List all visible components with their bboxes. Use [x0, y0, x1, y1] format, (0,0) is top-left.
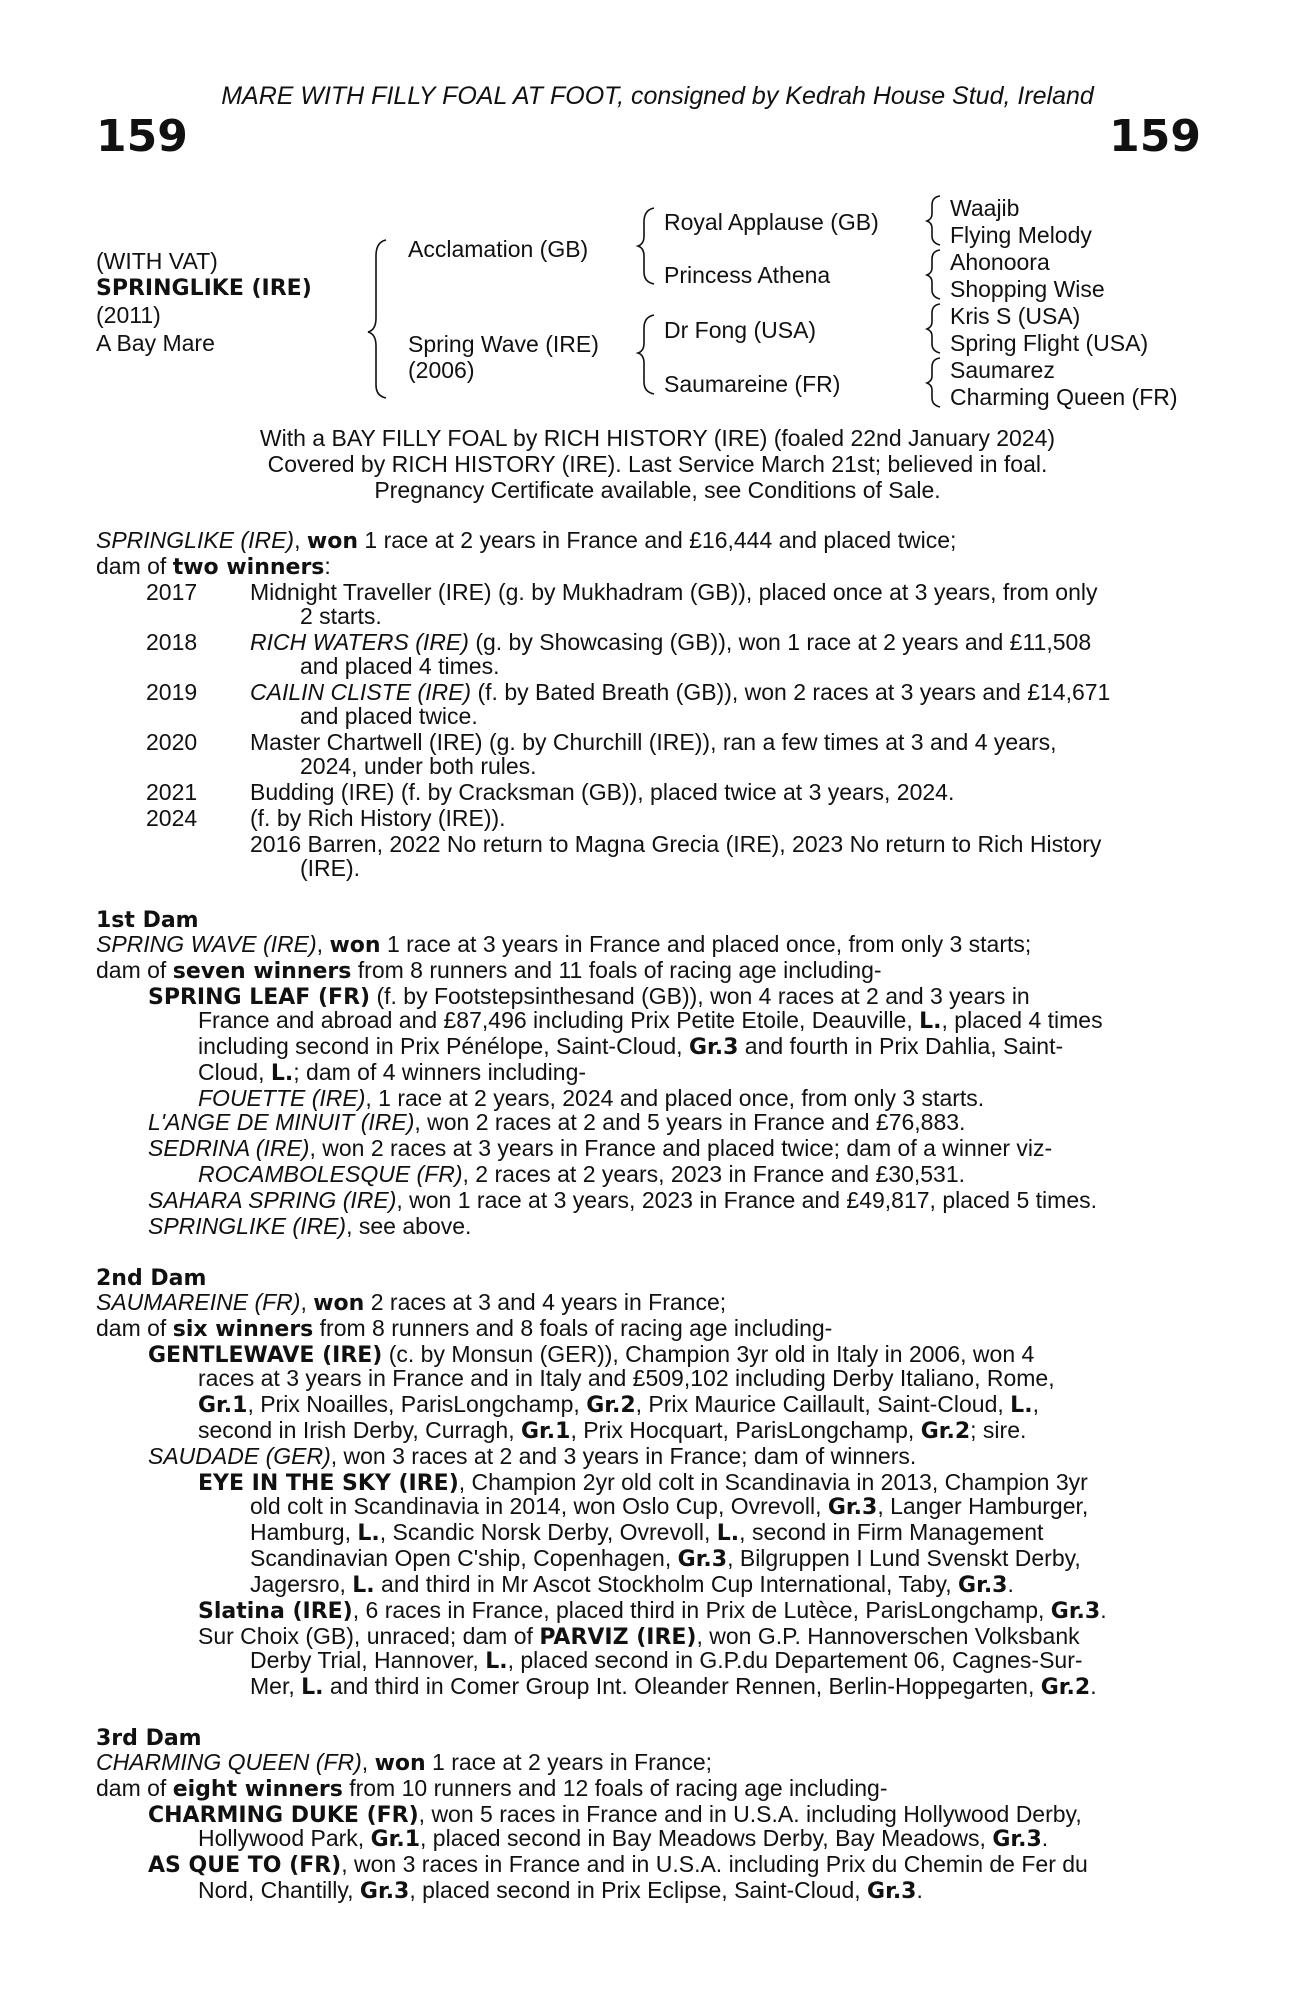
section-title: 1st Dam	[96, 908, 199, 933]
produce-entry-cont: races at 3 years in France and in Italy and £509,102 including Derby Italiano, Rome,	[198, 1365, 1055, 1391]
lot-number-left: 159	[96, 111, 188, 162]
dam-dam: Saumareine (FR)	[664, 371, 841, 397]
dam: Spring Wave (IRE)	[408, 331, 599, 357]
gen4-5: Kris S (USA)	[950, 303, 1081, 329]
gen4-8: Charming Queen (FR)	[950, 384, 1178, 410]
foal-note-2: Covered by RICH HISTORY (IRE). Last Service March 21st; believed in foal.	[267, 451, 1048, 477]
dam-sire: Dr Fong (USA)	[664, 317, 817, 343]
produce-entry: AS QUE TO (FR), won 3 races in France and in U.S.A. including Prix du Chemin de Fer du	[148, 1851, 1088, 1878]
produce-entry-cont: Hollywood Park, Gr.1, placed second in Bay Meadows Derby, Bay Meadows, Gr.3.	[198, 1825, 1049, 1852]
vat-label: (WITH VAT)	[96, 248, 218, 274]
pedigree-braces	[0, 0, 1315, 430]
produce-entry-cont: and placed twice.	[300, 703, 478, 729]
produce-entry: SAUDADE (GER), won 3 races at 2 and 3 years in France; dam of winners.	[148, 1443, 917, 1469]
produce-entry-cont: Gr.1, Prix Noailles, ParisLongchamp, Gr.2, Prix Maurice Caillault, Saint-Cloud, L.,	[198, 1391, 1039, 1418]
produce-entry: FOUETTE (IRE), 1 race at 2 years, 2024 and placed once, from only 3 starts.	[198, 1085, 985, 1111]
produce-year: 2024	[146, 805, 198, 831]
lot-heading: MARE WITH FILLY FOAL AT FOOT, consigned by Kedrah House Stud, Ireland	[221, 82, 1094, 110]
produce-entry: Master Chartwell (IRE) (g. by Churchill (IRE)), ran a few times at 3 and 4 years,	[250, 729, 1057, 755]
gen4-3: Ahonoora	[950, 249, 1050, 275]
produce-entry: (f. by Rich History (IRE)).	[250, 805, 506, 831]
produce-entry-cont: 2 starts.	[300, 603, 382, 629]
produce-entry-cont: Jagersro, L. and third in Mr Ascot Stockholm Cup International, Taby, Gr.3.	[250, 1571, 1014, 1598]
produce-entry-cont: Mer, L. and third in Comer Group Int. Oleander Rennen, Berlin-Hoppegarten, Gr.2.	[250, 1673, 1097, 1700]
produce-entry-cont: including second in Prix Pénélope, Saint-Cloud, Gr.3 and fourth in Prix Dahlia, Saint-	[198, 1033, 1064, 1060]
gen4-6: Spring Flight (USA)	[950, 330, 1149, 356]
produce-year: 2020	[146, 729, 198, 755]
section-title: 3rd Dam	[96, 1726, 202, 1751]
dam-produce-summary: dam of six winners from 8 runners and 8 foals of racing age including-	[96, 1315, 833, 1342]
horse-description: A Bay Mare	[96, 330, 215, 356]
dam-record: SPRING WAVE (IRE), won 1 race at 3 years in France and placed once, from only 3 starts;	[96, 931, 1032, 958]
produce-entry-cont: Cloud, L.; dam of 4 winners including-	[198, 1059, 587, 1086]
dam-record: SAUMAREINE (FR), won 2 races at 3 and 4 years in France;	[96, 1289, 727, 1316]
produce-entry-cont: and placed 4 times.	[300, 653, 500, 679]
foal-note-3: Pregnancy Certificate available, see Conditions of Sale.	[374, 477, 941, 503]
dam-produce-summary: dam of eight winners from 10 runners and 12 foals of racing age including-	[96, 1775, 888, 1802]
produce-entry: Slatina (IRE), 6 races in France, placed third in Prix de Lutèce, ParisLongchamp, Gr.3.	[198, 1597, 1107, 1624]
produce-year: 2019	[146, 679, 198, 705]
mare-produce-summary: dam of two winners:	[96, 553, 331, 580]
sire-sire: Royal Applause (GB)	[664, 209, 879, 235]
produce-entry-cont: Nord, Chantilly, Gr.3, placed second in Prix Eclipse, Saint-Cloud, Gr.3.	[198, 1877, 923, 1904]
produce-entry-cont: Scandinavian Open C'ship, Copenhagen, Gr.3, Bilgruppen I Lund Svenskt Derby,	[250, 1545, 1081, 1572]
produce-entry: SEDRINA (IRE), won 2 races at 3 years in France and placed twice; dam of a winner viz-	[148, 1135, 1053, 1161]
produce-entry: CAILIN CLISTE (IRE) (f. by Bated Breath (GB)), won 2 races at 3 years and £14,671	[250, 679, 1111, 705]
produce-entry: Sur Choix (GB), unraced; dam of PARVIZ (IRE), won G.P. Hannoverschen Volksbank	[198, 1623, 1080, 1650]
produce-entry: SAHARA SPRING (IRE), won 1 race at 3 years, 2023 in France and £49,817, placed 5 times.	[148, 1187, 1098, 1213]
produce-entry: CHARMING DUKE (FR), won 5 races in France and in U.S.A. including Hollywood Derby,	[148, 1801, 1082, 1828]
gen4-7: Saumarez	[950, 357, 1055, 383]
sire: Acclamation (GB)	[408, 236, 589, 262]
produce-entry: L'ANGE DE MINUIT (IRE), won 2 races at 2 and 5 years in France and £76,883.	[148, 1109, 966, 1135]
horse-year: (2011)	[96, 302, 161, 328]
lot-number-right: 159	[1109, 111, 1201, 162]
gen4-4: Shopping Wise	[950, 276, 1105, 302]
produce-entry-cont: Derby Trial, Hannover, L., placed second in G.P.du Departement 06, Cagnes-Sur-	[250, 1647, 1083, 1674]
horse-name: SPRINGLIKE (IRE)	[96, 276, 312, 301]
sire-dam: Princess Athena	[664, 262, 831, 288]
produce-entry: Budding (IRE) (f. by Cracksman (GB)), placed twice at 3 years, 2024.	[250, 779, 955, 805]
gen4-2: Flying Melody	[950, 222, 1092, 248]
produce-entry: Midnight Traveller (IRE) (g. by Mukhadram (GB)), placed once at 3 years, from only	[250, 579, 1098, 605]
dam-record: CHARMING QUEEN (FR), won 1 race at 2 years in France;	[96, 1749, 713, 1776]
produce-entry: RICH WATERS (IRE) (g. by Showcasing (GB)), won 1 race at 2 years and £11,508	[250, 629, 1092, 655]
foal-note-1: With a BAY FILLY FOAL by RICH HISTORY (IRE) (foaled 22nd January 2024)	[259, 425, 1056, 451]
produce-year: 2018	[146, 629, 198, 655]
gen4-1: Waajib	[950, 195, 1020, 221]
produce-entry: GENTLEWAVE (IRE) (c. by Monsun (GER)), Champion 3yr old in Italy in 2006, won 4	[148, 1341, 1035, 1368]
produce-entry-cont: second in Irish Derby, Curragh, Gr.1, Prix Hocquart, ParisLongchamp, Gr.2; sire.	[198, 1417, 1027, 1444]
produce-entry: EYE IN THE SKY (IRE), Champion 2yr old colt in Scandinavia in 2013, Champion 3yr	[198, 1469, 1088, 1496]
produce-year: 2017	[146, 579, 198, 605]
produce-entry: SPRING LEAF (FR) (f. by Footstepsinthesand (GB)), won 4 races at 2 and 3 years in	[148, 983, 1030, 1010]
produce-entry: SPRINGLIKE (IRE), see above.	[148, 1213, 472, 1239]
dam-produce-summary: dam of seven winners from 8 runners and 11 foals of racing age including-	[96, 957, 882, 984]
mare-record: SPRINGLIKE (IRE), won 1 race at 2 years in France and £16,444 and placed twice;	[96, 527, 957, 554]
produce-entry-cont: France and abroad and £87,496 including Prix Petite Etoile, Deauville, L., placed 4 times	[198, 1007, 1103, 1034]
section-title: 2nd Dam	[96, 1266, 207, 1291]
produce-entry: ROCAMBOLESQUE (FR), 2 races at 2 years, 2023 in France and £30,531.	[198, 1161, 966, 1187]
produce-entry-cont: Hamburg, L., Scandic Norsk Derby, Ovrevoll, L., second in Firm Management	[250, 1519, 1044, 1546]
produce-year: 2021	[146, 779, 198, 805]
barren-note-cont: (IRE).	[300, 855, 361, 881]
dam-year: (2006)	[408, 357, 475, 383]
produce-entry-cont: 2024, under both rules.	[300, 753, 537, 779]
barren-note: 2016 Barren, 2022 No return to Magna Grecia (IRE), 2023 No return to Rich History	[250, 831, 1102, 857]
produce-entry-cont: old colt in Scandinavia in 2014, won Oslo Cup, Ovrevoll, Gr.3, Langer Hamburger,	[250, 1493, 1089, 1520]
